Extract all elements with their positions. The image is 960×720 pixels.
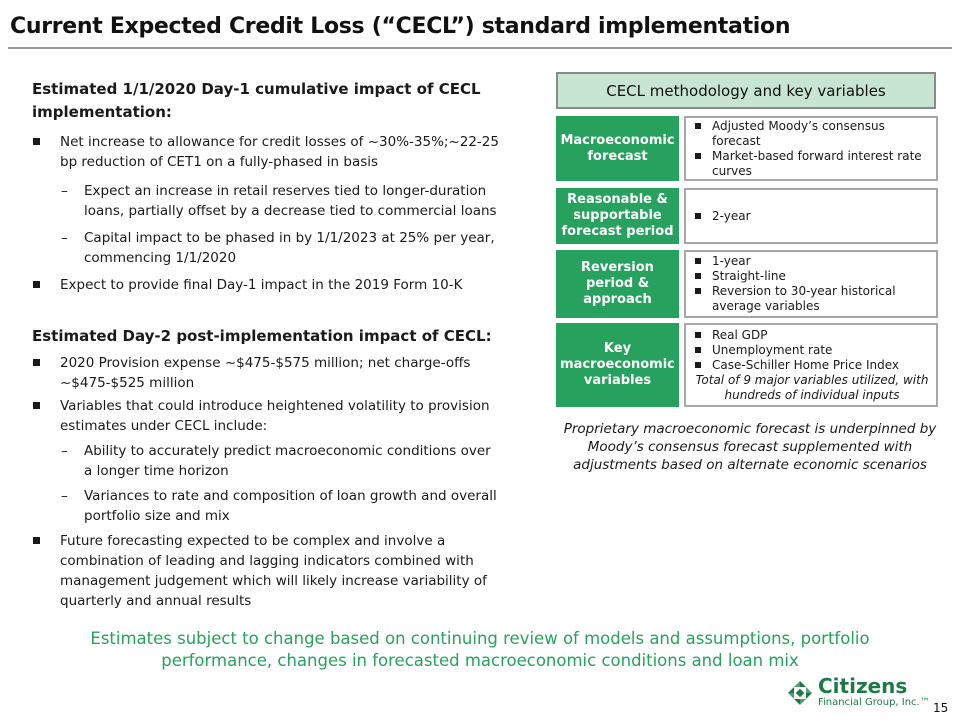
day2-sub-bullet: – Variances to rate and composition of loan growth and overall portfolio size and mix (32, 486, 502, 526)
day2-bullet: Variables that could introduce heightened volatility to provision estimates under CECL include: (32, 396, 502, 436)
row-item: Real GDP (694, 328, 930, 343)
methodology-header: CECL methodology and key variables (556, 72, 936, 109)
citizens-logo-icon (787, 680, 813, 706)
row-label: Reversion period & approach (556, 250, 679, 318)
methodology-footnote: Proprietary macroeconomic forecast is underpinned by Moody’s consensus forecast supplemented with adjustments based on alternate economic scenarios (563, 421, 937, 473)
page-title: Current Expected Credit Loss (“CECL”) standard implementation (10, 14, 791, 39)
day2-bullet: 2020 Provision expense ~$475-$575 million; net charge-offs ~$475-$525 million (32, 353, 502, 393)
row-label: Macroeconomic forecast (556, 116, 679, 181)
row-item: Straight-line (694, 269, 930, 284)
row-item: Unemployment rate (694, 343, 930, 358)
day1-bullet: Net increase to allowance for credit losses of ~30%-35%;~22-25 bp reduction of CET1 on a fully-phased in basis (32, 132, 502, 172)
page-number: 15 (933, 701, 949, 715)
day1-sub-bullet: – Capital impact to be phased in by 1/1/2023 at 25% per year, commencing 1/1/2020 (32, 228, 502, 268)
day1-bullet: Expect to provide final Day-1 impact in the 2019 Form 10-K (32, 275, 502, 295)
row-note: Total of 9 major variables utilized, with hundreds of individual inputs (695, 372, 929, 402)
methodology-row-period (556, 188, 938, 244)
row-item: Adjusted Moody’s consensus forecast (694, 119, 930, 149)
company-logo (787, 676, 930, 709)
logo-subtitle: Financial Group, Inc.™ (818, 697, 930, 708)
row-label: Key macroeconomic variables (556, 323, 679, 407)
row-item: 2-year (694, 209, 930, 224)
row-item: 1-year (694, 254, 930, 269)
row-label: Reasonable & supportable forecast period (556, 188, 679, 244)
row-content (684, 323, 938, 407)
day1-heading: Estimated 1/1/2020 Day-1 cumulative impact of CECL implementation: (32, 80, 481, 121)
row-content (684, 188, 938, 244)
day2-heading: Estimated Day-2 post-implementation impact of CECL: (32, 327, 492, 345)
disclaimer-note: Estimates subject to change based on continuing review of models and assumptions, portfolio performance, changes in forecasted macroeconomic conditions and loan mix (90, 629, 870, 670)
row-item: Reversion to 30-year historical average variables (694, 284, 930, 314)
row-content (684, 116, 938, 181)
methodology-row-reversion (556, 250, 938, 318)
methodology-row-variables (556, 323, 938, 407)
methodology-row-macro (556, 116, 938, 181)
day2-bullet: Future forecasting expected to be complex and involve a combination of leading and lagging indicators combined with management judgement which will likely increase variability of quarterly and annual results (32, 531, 502, 611)
row-content (684, 250, 938, 318)
day1-sub-bullet: – Expect an increase in retail reserves tied to longer-duration loans, partially offset by a decrease tied to commercial loans (32, 181, 502, 221)
day2-sub-bullet: – Ability to accurately predict macroeconomic conditions over a longer time horizon (32, 441, 502, 481)
left-column (32, 78, 502, 611)
row-item: Market-based forward interest rate curves (694, 149, 930, 179)
title-divider (8, 47, 952, 49)
row-item: Case-Schiller Home Price Index (694, 358, 930, 373)
logo-name: Citizens (818, 674, 908, 698)
